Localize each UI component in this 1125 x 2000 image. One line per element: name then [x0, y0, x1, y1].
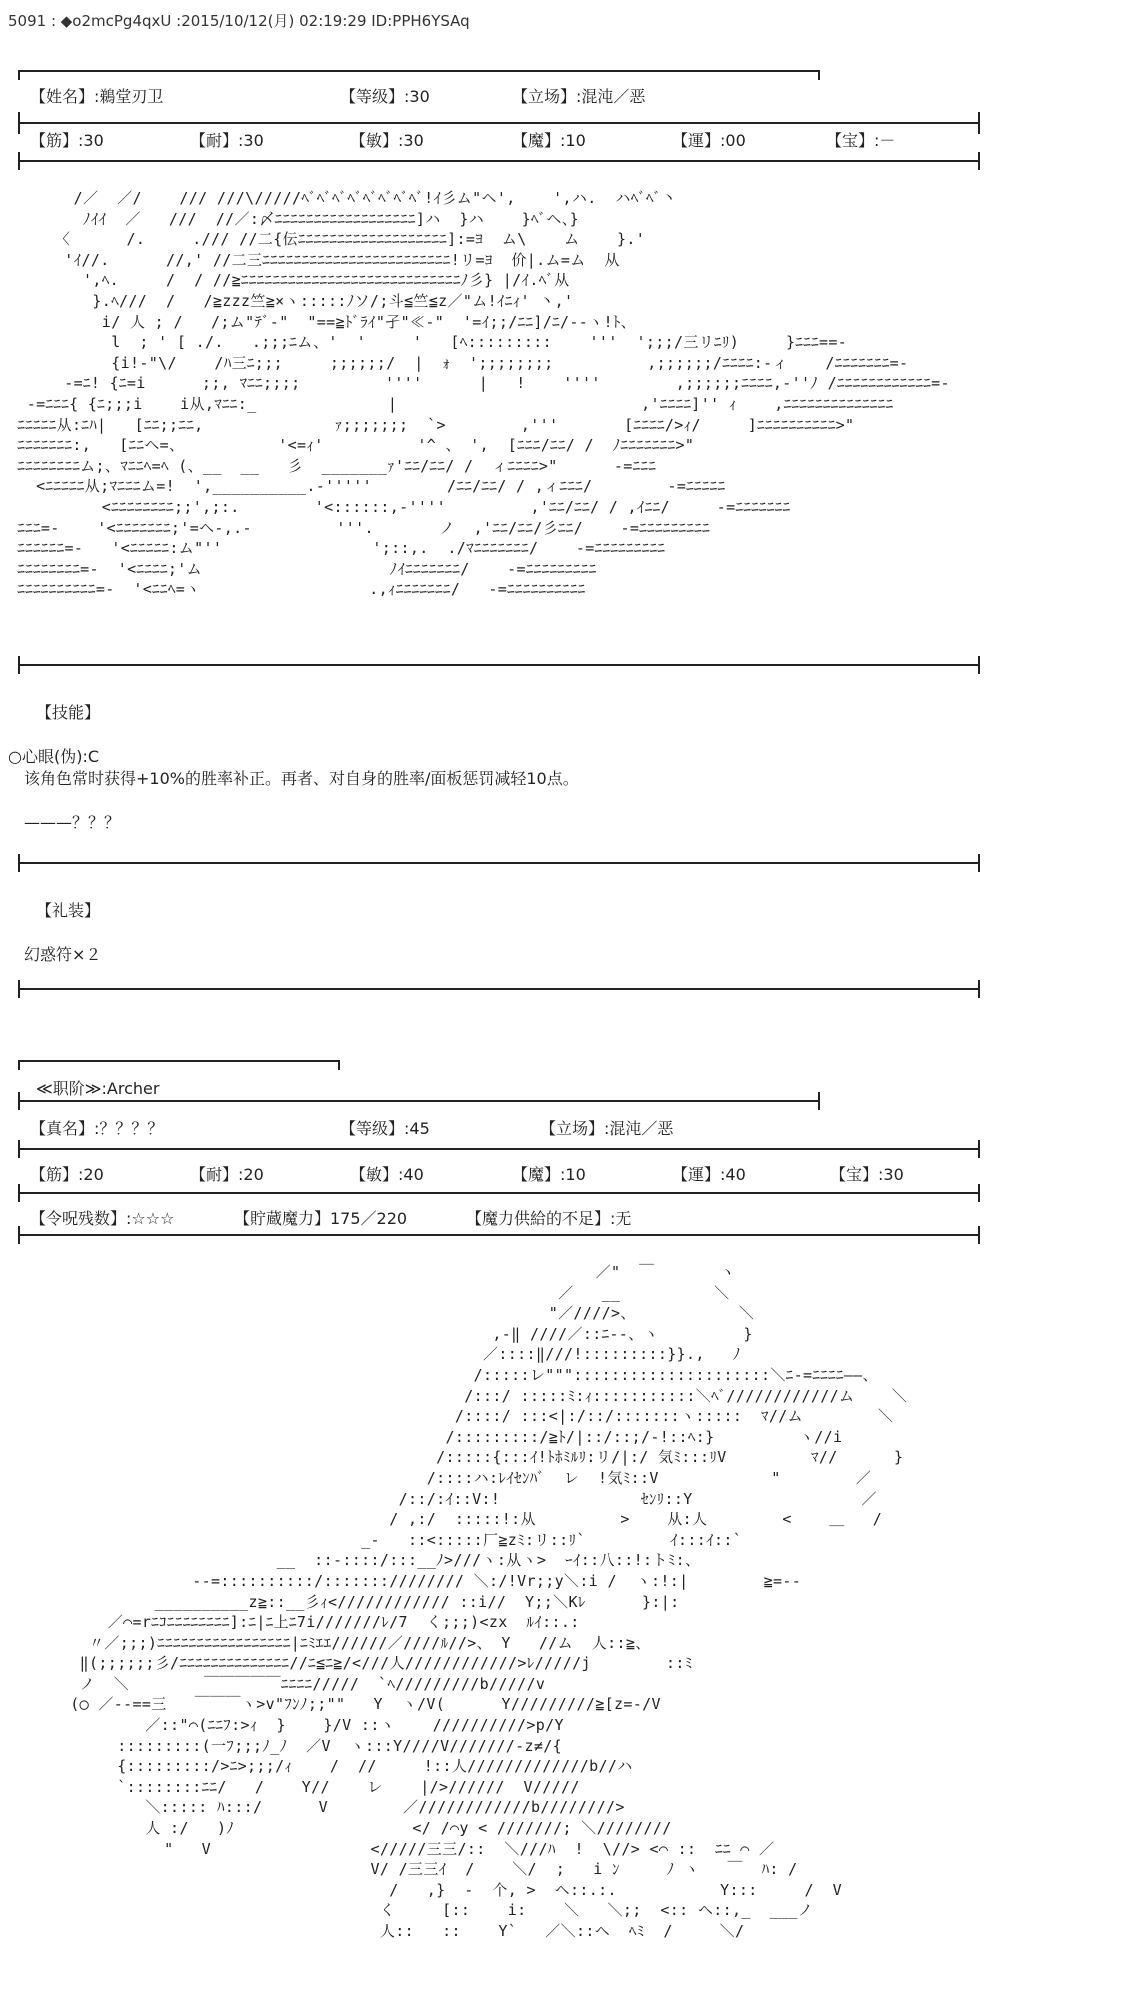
stat-luck: 【運】:00 — [672, 131, 746, 150]
servant-2-alignment: 【立场】:混沌／恶 — [540, 1119, 674, 1138]
ascii-art-portrait-2: ／" ￣ ヽ ／ __ ＼ "／////>、 ＼ ,-‖ ////／::ﾆ--、ヽ } ／::::‖///!:::::::::}}., ﾉ /:::::レ""":::::::::::::::::::::＼ﾆ-=ﾆﾆﾆﾆ――、 /:::/ :::::ﾐ:ｨ:::::::::::＼ﾍﾞ////////////ム ＼ /::::/ :::<|:/::/:::::::ヽ::::: ﾏ//ム ＼ /:::::::::/≧ﾄ/|::/::;/-!::ﾍ:} ヽ//i /:::::{:::ｲ!ﾄﾎﾐﾙﾘ:リ/|:/ 気ﾐ:::ﾘV ﾏ// } /::::ハ:ﾚｲｾﾝﾊﾞ レ !気ﾐ::V " ／ /::/:ｲ::V:! ｾﾝﾘ::Y ／ / ,:/ :::::!:从 > 从:人 < ＿ / _- ::<:::::厂≧zﾐ:リ::ﾘ` ｲ:::ｲ::` __ ::-::::/:::__ﾉ>///ヽ:从ヽ> ｰｲ::八::!:トﾐ:、 --=::::::::::/::::::://////// ＼:/!Vr;;y＼:i / ヽ:!:| ≧=-- __________z≧::__彡ｨ<//////////// ::i// Y;;＼Kﾚ }:|: ／⌒=rﾆｺﾆﾆﾆﾆﾆﾆﾆﾆ]:ﾆ|ﾆ上ﾆ7i///////ﾚ/7 く;;;)<zx ﾙｲ::.: 〃／;;;)ﾆﾆﾆﾆﾆﾆﾆﾆﾆﾆﾆﾆﾆﾆﾆﾆﾆ|ﾆﾐｴｴ//////／////ﾙ//>、 Y //ム 人::≧、 ‖(;;;;;;彡/ﾆﾆﾆﾆﾆﾆﾆﾆﾆﾆﾆﾆﾆﾆ//ﾆ≦ﾆ≧/<///人////////////>ﾚ/////j ::ﾐ ノ ＼ ￣￣￣￣￣ﾆﾆﾆﾆ///// `ﾍ/////////b/////v (◯ ／-‐==三 ￣￣￣ヽ>v"ﾌﾝﾉ;;"" Y ヽ/V( Y/////////≧[z=-/V ／::"⌒(ﾆﾆﾌ:>ｨ } }/V ::ヽ //////////>p/Y :::::::::(一ﾌ;;;ﾉ_ﾉ ／V ヽ:::Y////V///////-z≠/{ {:::::::::/>ﾆ>;;;/ｨ / // !::人/////////////b//ハ `::::::::ﾆﾆ/ / Y// レ |/>////// V///// ＼::::: ﾊ:::/ V ／////////////b////////> 人 :/ )ﾉ </ /⌒y < ///////; ＼//////// " V </////三三/:: ＼///ﾊ ! \//> <⌒ :: ﾆﾆ ⌒ ／ V/ /三三ｲ / ＼/ ; i ﾝ ﾉ ヽ ￣ ﾊ: / / ,} - 个, > ヘ::.:. Y::: / V く [:: i: ＼ ＼;; <:: ヘ::,_ ___ノ 人:: :: Y` ／＼::ヘ ﾍﾐ / ＼/ — [70, 1263, 908, 1940]
servant-class: ≪职阶≫:Archer — [36, 1079, 160, 1098]
stat-2-mana: 【魔】:10 — [512, 1165, 586, 1184]
stat-2-luck: 【運】:40 — [672, 1165, 746, 1184]
servant-level: 【等级】:30 — [340, 87, 430, 106]
post-header: 5091 : ◆o2mcPg4qxU :2015/10/12(月) 02:19:29 ID:PPH6YSAq — [8, 12, 470, 30]
skill-1-name: ○心眼(伪):C — [8, 747, 100, 766]
stat-noble-phantasm: 【宝】:－ — [826, 131, 896, 150]
command-spells-remaining: 【令呪残数】:☆☆☆ — [30, 1209, 175, 1228]
servant-alignment: 【立场】:混沌／恶 — [512, 87, 646, 106]
stat-agility: 【敏】:30 — [350, 131, 424, 150]
stat-2-noble-phantasm: 【宝】:30 — [830, 1165, 904, 1184]
servant-2-level: 【等级】:45 — [340, 1119, 430, 1138]
skill-1-description: 该角色常时获得+10%的胜率补正。再者、对自身的胜率/面板惩罚减轻10点。 — [24, 769, 579, 788]
stat-2-strength: 【筋】:20 — [30, 1165, 104, 1184]
stored-mana: 【貯蔵魔力】175／220 — [234, 1209, 408, 1228]
stat-endurance: 【耐】:30 — [190, 131, 264, 150]
servant-name: 【姓名】:鵜堂刃卫 — [30, 87, 164, 106]
equipment-item-1: 幻惑符×２ — [24, 945, 102, 964]
ascii-art-portrait-1: /／ ／/ /// ///\/////ﾍﾞﾍﾞﾍﾞﾍﾞﾍﾞﾍﾞﾍﾞﾍﾞ!ｲ彡ム"ヘ', ',ハ. ハﾍﾞﾍﾞ丶 ﾉｲｲ ／ /// //／:〆ﾆﾆﾆﾆﾆﾆﾆﾆﾆﾆﾆﾆﾆﾆﾆﾆﾆﾆ]ハ }ハ }ﾍﾞヘ、} 〈 /. ./// //二{伝ﾆﾆﾆﾆﾆﾆﾆﾆﾆﾆﾆﾆﾆﾆﾆﾆﾆﾆﾆ]:=ﾖ ム\ ム }.' 'ｲ//. //,' //二三ﾆﾆﾆﾆﾆﾆﾆﾆﾆﾆﾆﾆﾆﾆﾆﾆﾆﾆﾆﾆﾆﾆﾆﾆ!リ=ﾖ 价|.ム=ム 从 ',ﾍ. / / //≧ﾆﾆﾆﾆﾆﾆﾆﾆﾆﾆﾆﾆﾆﾆﾆﾆﾆﾆﾆﾆﾆﾆﾆﾆﾆﾆﾆﾆﾉ彡} |/ｲ.ﾍﾞ从 }.ﾍ/// / /≧zzz竺≧×ヽ:::::ﾉソ/;斗≦竺≦z／"ム!ｲﾆｨ' 丶,' i/ 人 ; / /;ム"ﾃﾞ-" "==≧ﾄﾞﾗｲ"孑"≪-" '=ｲ;;/ﾆﾆ]/ﾆ/--ヽ!ﾄ、 l ; ' [ ./. .;;;ﾆム、' ' ' [ﾍ::::::::: ''' ';;;/三リﾆﾘ) }ﾆﾆﾆ==- {i!-"\/ /ﾊ三ﾆ;;; ;;;;;;/ | ｫ ';;;;;;;; ,;;;;;;/ﾆﾆﾆﾆ:-ィ /ﾆﾆﾆﾆﾆﾆﾆ=- -=ﾆ! {ﾆ=i ;;, ﾏﾆﾆ;;;; '''' | ! '''' ,;;;;;;ﾆﾆﾆﾆ,-''ﾉ /ﾆﾆﾆﾆﾆﾆﾆﾆﾆﾆﾆﾆ=- -=ﾆﾆﾆ{ {ﾆ;;;i i从,ﾏﾆﾆ:_ | ,'ﾆﾆﾆﾆ]'' ｨ ,ﾆﾆﾆﾆﾆﾆﾆﾆﾆﾆﾆﾆﾆﾆ ﾆﾆﾆﾆﾆ从:ﾆﾊ| [ﾆﾆ;;ﾆﾆ, ｧ;;;;;;; `> ,''' [ﾆﾆﾆﾆ/>ｨ/ ]ﾆﾆﾆﾆﾆﾆﾆﾆﾆﾆ>" ﾆﾆﾆﾆﾆﾆﾆ:, [ﾆﾆヘ=、 '<=ｨ' '^ 、 ', [ﾆﾆﾆ/ﾆﾆ/ / ﾉﾆﾆﾆﾆﾆﾆﾆ>" ﾆﾆﾆﾆﾆﾆﾆﾆム;、ﾏﾆﾆﾍ=ﾍ (、__ __ 彡 _______ｧ'ﾆﾆ/ﾆﾆ/ / ィﾆﾆﾆﾆ>" -=ﾆﾆﾆ <ﾆﾆﾆﾆﾆ从;ﾏﾆﾆﾆム=! ',__________.-''''' /ﾆﾆ/ﾆﾆ/ / ,ィﾆﾆﾆ/ -=ﾆﾆﾆﾆﾆ <ﾆﾆﾆﾆﾆﾆﾆﾆ;;',;:. '<::::::,-'''' ,'ﾆﾆ/ﾆﾆ/ / ,ｲﾆﾆ/ -=ﾆﾆﾆﾆﾆﾆﾆ ﾆﾆﾆ=- '<ﾆﾆﾆﾆﾆﾆﾆ;'=ヘ-,.- '''. ノ ,'ﾆﾆ/ﾆﾆ/彡ﾆﾆ/ -=ﾆﾆﾆﾆﾆﾆﾆﾆﾆ ﾆﾆﾆﾆﾆﾆ=- '<ﾆﾆﾆﾆﾆ:ム"'' ';::,. ./ﾏﾆﾆﾆﾆﾆﾆﾆ/ -=ﾆﾆﾆﾆﾆﾆﾆﾆﾆ ﾆﾆﾆﾆﾆﾆﾆﾆ=- '<ﾆﾆﾆﾆ;'ム ﾉｲﾆﾆﾆﾆﾆﾆﾆ/ -=ﾆﾆﾆﾆﾆﾆﾆﾆﾆ ﾆﾆﾆﾆﾆﾆﾆﾆﾆﾆ=- '<ﾆﾆﾍ=ヽ .,ｨﾆﾆﾆﾆﾆﾆﾆ/ -=ﾆﾆﾆﾆﾆﾆﾆﾆﾆﾆ — [17, 189, 950, 599]
stat-mana: 【魔】:10 — [512, 131, 586, 150]
servant-true-name: 【真名】:？？？？ — [30, 1119, 164, 1138]
stat-2-endurance: 【耐】:20 — [190, 1165, 264, 1184]
stat-2-agility: 【敏】:40 — [350, 1165, 424, 1184]
stat-strength: 【筋】:30 — [30, 131, 104, 150]
equipment-heading: 【礼装】 — [36, 901, 101, 920]
skills-heading: 【技能】 — [36, 703, 101, 722]
skill-2-unknown: ———？？？ — [24, 813, 121, 832]
mana-supply-shortage: 【魔力供給的不足】:无 — [466, 1209, 632, 1228]
